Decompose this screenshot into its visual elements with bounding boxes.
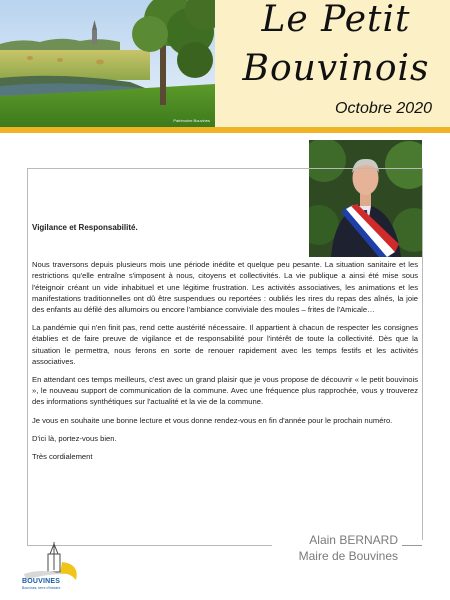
newsletter-title-line2: Bouvinois xyxy=(242,48,430,89)
editorial-paragraph: Nous traversons depuis plusieurs mois une période inédite et quelque peu pesante. La situation sanitaire et les restrictions qu'elle entraîne s'imposent à nous, citoyens et collectivités. La vie publique a ainsi été mise sous l'éteignoir créant un vide inhabituel et une légitime frustration. Les activités associatives, les animations et les manifestations traditionnelles ont dû être suspendues ou reportées : oubliés les rires du repas des aînés, la joie des enfants au défilé des allumoirs ou encore l'ambiance conviviale des moules – frites de l'Amicale… xyxy=(32,260,418,315)
logo-wordmark: BOUVINES xyxy=(22,578,61,585)
editorial-paragraph: Je vous en souhaite une bonne lecture et vous donne rendez-vous en fin d'année pour le prochain numéro. xyxy=(32,415,393,425)
signature-rule xyxy=(402,545,422,546)
editorial-heading: Vigilance et Responsabilité. xyxy=(32,223,138,232)
editorial-article xyxy=(32,222,418,469)
photo-credit: Patrimoine Bouvines xyxy=(173,118,210,123)
newsletter-title-line1: Le Petit xyxy=(261,0,411,40)
issue-date: Octobre 2020 xyxy=(335,100,432,117)
header-accent-bar xyxy=(0,127,450,133)
editorial-paragraph: D'ici là, portez-vous bien. xyxy=(32,433,117,443)
header-landscape-photo xyxy=(0,0,215,127)
signature-name: Alain BERNARD xyxy=(309,533,398,547)
editorial-paragraph: La pandémie qui n'en finit pas, rend cette austérité nécessaire. Il appartient à chacun de respecter les consignes établies et de faire preuve de vigilance et de responsabilité pour l'intérêt de toute la collectivité. Dès que la situation le permettra, nous ferons en sorte de renouer rapidement avec les temps festifs et les activités associatives. xyxy=(32,323,418,366)
signature-role: Maire de Bouvines xyxy=(298,549,398,563)
logo-tagline: Bouvines, terre d'histoire xyxy=(22,586,61,590)
editorial-closing: Très cordialement xyxy=(32,452,93,462)
editorial-paragraph: En attendant ces temps meilleurs, c'est avec un grand plaisir que je vous propose de découvrir « le petit bouvinois », le nouveau support de communication de la commune. Avec une fréquence plus rapprochée, vous y trouverez des informations synthétiques sur l'actualité et la vie de la commune. xyxy=(32,375,418,407)
